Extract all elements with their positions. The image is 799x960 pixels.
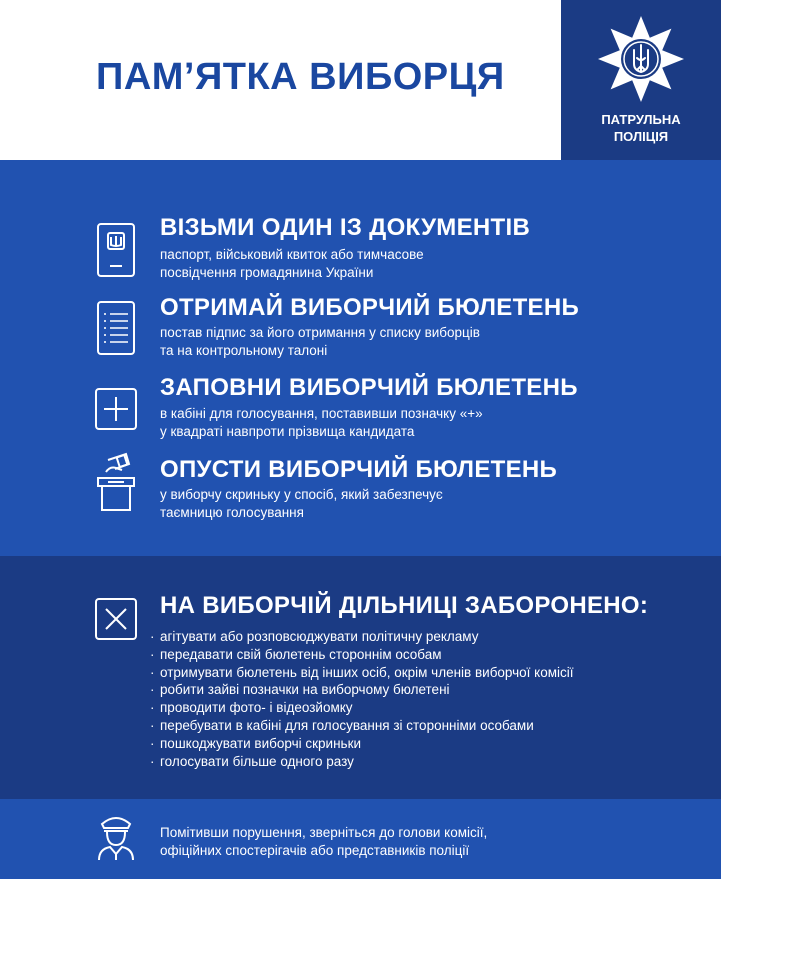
bullet: · [150,717,155,733]
list-item-text: перебувати в кабіні для голосування зі сторонніми особами [160,717,534,733]
bullet: · [150,700,155,716]
step-1-desc-line-1: паспорт, військовий квиток або тимчасове [160,247,424,262]
badge-line-1: ПАТРУЛЬНА [601,112,681,127]
plus-box-icon [94,387,138,431]
patrol-police-badge [561,0,721,160]
step-2-heading: ОТРИМАЙ ВИБОРЧИЙ БЮЛЕТЕНЬ [160,294,580,321]
list-item-text: отримувати бюлетень від інших осіб, окрім членів виборчої комісії [160,664,574,680]
step-2-description [160,324,480,360]
list-item [150,717,574,735]
police-officer-icon [96,812,136,862]
bullet: · [150,646,155,662]
cross-box-icon [94,597,138,641]
passport-icon [96,222,136,278]
ballot-box-icon [94,452,138,514]
step-4-heading: ОПУСТИ ВИБОРЧИЙ БЮЛЕТЕНЬ [160,456,558,483]
list-item-text: агітувати або розповсюджувати політичну рекламу [160,629,479,644]
bullet: · [150,682,155,698]
ballot-list-icon [96,300,136,356]
footer-text [160,824,487,860]
list-item-text: пошкоджувати виборчі скриньки [160,735,362,751]
list-item [150,735,574,753]
page-title: ПАМ’ЯТКА ВИБОРЦЯ [96,56,505,98]
step-1-desc-line-2: посвідчення громадянина України [160,265,374,280]
bullet: · [150,753,155,769]
step-2-desc-line-2: та на контрольному талоні [160,343,328,358]
list-item [150,699,574,717]
step-3-description [160,405,483,441]
step-2-desc-line-1: постав підпис за його отримання у списку виборців [160,325,480,340]
list-item [150,681,574,699]
list-item-text: передавати свій бюлетень стороннім особам [160,646,442,662]
badge-line-2: ПОЛІЦІЯ [613,129,669,144]
forbidden-list [150,628,574,770]
forbidden-heading: НА ВИБОРЧІЙ ДІЛЬНИЦІ ЗАБОРОНЕНО: [160,592,649,619]
list-item-text: проводити фото- і відеозйомку [160,700,353,716]
police-star-emblem-icon [596,14,686,104]
step-3-desc-line-2: у квадраті навпроти прізвища кандидата [160,424,415,439]
step-1-description [160,246,424,282]
list-item [150,664,574,682]
bullet: · [150,629,155,644]
step-4-description [160,486,443,522]
bullet: · [150,664,155,680]
step-3-desc-line-1: в кабіні для голосування, поставивши позначку «+» [160,406,483,421]
list-item-text: голосувати більше одного разу [160,753,354,769]
step-1-heading: ВІЗЬМИ ОДИН ІЗ ДОКУМЕНТІВ [160,214,531,241]
list-item-text: робити зайві позначки на виборчому бюлетені [160,682,450,698]
step-4-desc-line-1: у виборчу скриньку у спосіб, який забезпечує [160,487,443,502]
bullet: · [150,735,155,751]
step-4-desc-line-2: таємницю голосування [160,505,304,520]
list-item [150,753,574,771]
list-item [150,646,574,664]
list-item [150,628,574,646]
footer-line-2: офіційних спостерігачів або представників поліції [160,843,470,858]
step-3-heading: ЗАПОВНИ ВИБОРЧИЙ БЮЛЕТЕНЬ [160,374,578,401]
footer-line-1: Помітивши порушення, зверніться до голови комісії, [160,825,488,840]
